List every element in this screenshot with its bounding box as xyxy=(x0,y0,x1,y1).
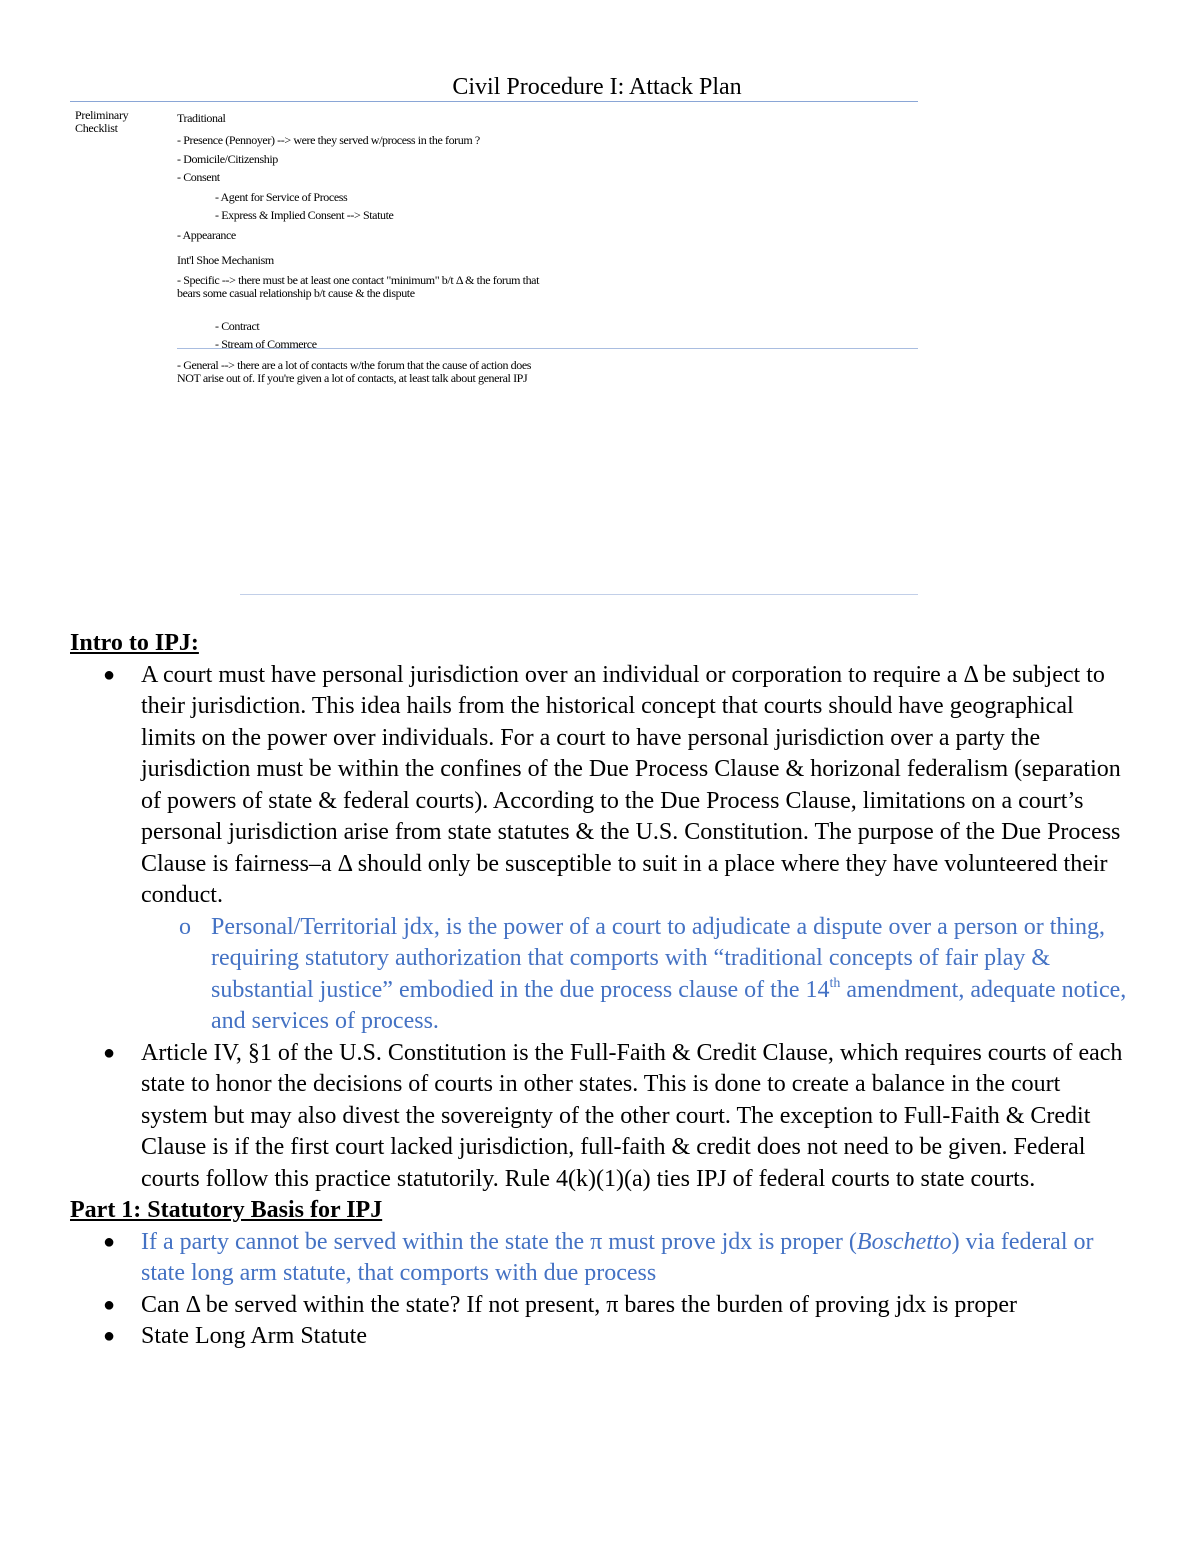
checklist-general: - General --> there are a lot of contacts w/the forum that the cause of action does NOT arise out of. If you're given a lot of contacts, at least talk about general IPJ xyxy=(177,358,532,385)
checklist-presence: - Presence (Pennoyer) --> were they served w/process in the forum ? xyxy=(177,133,480,147)
part1-bullet-1-text-a: If a party cannot be served within the state the π must prove jdx is proper ( xyxy=(141,1228,857,1255)
bullet-icon: ● xyxy=(103,1325,116,1347)
bullet-icon: ● xyxy=(103,663,116,686)
checklist-label: Preliminary Checklist xyxy=(75,108,129,135)
intro-bullet-1-text: A court must have personal jurisdiction over an individual or corporation to require a Δ be subject to their jurisdiction. This idea hails from the historical concept that courts should have geographical limits on the power over individuals. For a court to have personal jurisdiction over a party the jurisdiction must be within the confines of the Due Process Clause & horizonal federalism (separation of powers of state & federal courts). According to the Due Process Clause, limitations on a court’s personal jurisdiction arise from state statutes & the U.S. Constitution. The purpose of the Due Process Clause is fairness–a Δ should only be susceptible to suit in a place where they have volunteered their conduct. xyxy=(141,661,1121,908)
list-item xyxy=(70,1290,1130,1322)
intro-heading: Intro to IPJ: xyxy=(70,630,199,656)
sub-bullet-text-b: amendment, adequate notice, and services of process. xyxy=(211,976,1127,1034)
part1-bullet-3-text: State Long Arm Statute xyxy=(141,1323,367,1349)
superscript-th: th xyxy=(829,975,841,991)
list-item xyxy=(70,1321,1130,1353)
part1-list xyxy=(70,1227,1130,1353)
title-rule xyxy=(70,101,918,102)
checklist-stream-of-commerce: - Stream of Commerce xyxy=(215,337,317,351)
checklist-consent: - Consent xyxy=(177,170,220,184)
outline xyxy=(70,628,1130,1353)
list-item xyxy=(141,912,1130,1038)
part1-heading: Part 1: Statutory Basis for IPJ xyxy=(70,1197,383,1223)
intro-bullet-2-text: Article IV, §1 of the U.S. Constitution is the Full-Faith & Credit Clause, which requires courts of each state to honor the decisions of courts in other states. This is done to create a balance in the court system but may also divest the sovereignty of the other court. The exception to Full-Faith & Credit Clause is if the first court lacked jurisdiction, full-faith & credit does not need to be given. Federal courts follow this practice statutorily. Rule 4(k)(1)(a) ties IPJ of federal courts to state courts. xyxy=(141,1039,1123,1192)
intro-sublist xyxy=(141,912,1130,1038)
case-name-boschetto: Boschetto xyxy=(856,1228,952,1255)
checklist-specific: - Specific --> there must be at least one contact "minimum" b/t Δ & the forum that bears some casual relationship b/t cause & the dispute xyxy=(177,273,540,300)
checklist-contract: - Contract xyxy=(215,319,260,333)
intl-shoe-heading: Int'l Shoe Mechanism xyxy=(177,253,274,267)
checklist-agent: - Agent for Service of Process xyxy=(215,190,348,204)
list-item xyxy=(70,1227,1130,1290)
bullet-icon: ● xyxy=(103,1041,116,1064)
part1-bullet-1-text-b: ) via federal or state long arm statute, that comports with due process xyxy=(141,1228,1094,1286)
sub-bullet-text-a: Personal/Territorial jdx, is the power of a court to adjudicate a dispute over a person or thing, requiring statutory authorization that comports with “traditional concepts of fair play & substantial justice” embodied in the due process clause of the 14 xyxy=(211,913,1106,1003)
bullet-icon: ● xyxy=(103,1230,116,1253)
traditional-heading: Traditional xyxy=(177,111,226,125)
checklist-domicile: - Domicile/Citizenship xyxy=(177,152,278,166)
list-item xyxy=(70,660,1130,1038)
section-divider xyxy=(240,594,918,595)
checklist-divider xyxy=(177,348,918,349)
page-title: Civil Procedure I: Attack Plan xyxy=(452,74,742,100)
intro-list xyxy=(70,660,1130,1196)
bullet-icon: ● xyxy=(103,1293,116,1316)
list-item xyxy=(70,1038,1130,1196)
checklist-appearance: - Appearance xyxy=(177,228,236,242)
part1-bullet-2-text: Can Δ be served within the state? If not present, π bares the burden of proving jdx is proper xyxy=(141,1291,1017,1318)
checklist-express-consent: - Express & Implied Consent --> Statute xyxy=(215,208,394,222)
sub-bullet-icon: o xyxy=(179,913,191,940)
